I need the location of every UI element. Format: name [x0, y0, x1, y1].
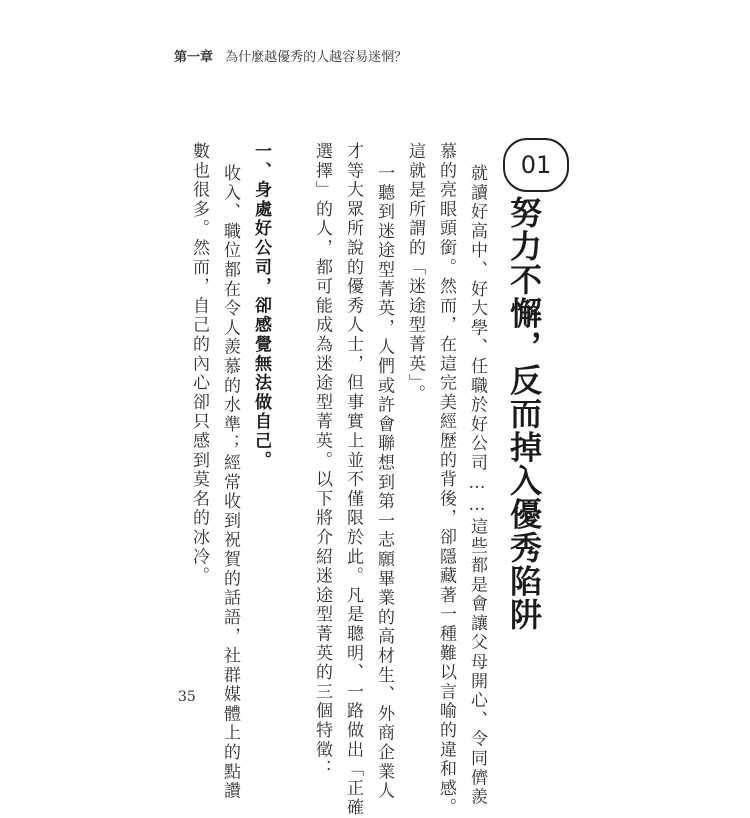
paragraph-line: 選擇」的人，都可能成為迷途型菁英。以下將介紹迷途型菁英的三個特徵： — [312, 142, 332, 779]
paragraph-line: 才等大眾所說的優秀人士，但事實上並不僅限於此。凡是聰明、一路做出「正確 — [343, 142, 363, 818]
running-header — [174, 46, 407, 65]
page-number: 35 — [178, 689, 196, 705]
paragraph-line: 慕的亮眼頭銜。然而，在這完美經歷的背後，卻隱藏著一種難以言喻的違和感。 — [436, 142, 456, 818]
subheading: 一、身處好公司，卻感覺無法做自己。 — [251, 142, 271, 471]
paragraph-line: 這就是所謂的「迷途型菁英」。 — [405, 142, 425, 404]
section-number-badge: 01 — [503, 138, 569, 192]
paragraph-line: 收入、職位都在令人羨慕的水準；經常收到祝賀的話語，社群媒體上的點讚 — [220, 164, 240, 801]
chapter-label: 第一章 — [174, 50, 214, 65]
paragraph-line: 數也很多。然而，自己的內心卻只感到莫名的冰冷。 — [189, 142, 209, 586]
section-title: 努力不懈，反而掉入優秀陷阱 — [505, 196, 543, 632]
paragraph-line: 就讀好高中、好大學、任職於好公司……這些都是會讓父母開心、令同儕羨 — [467, 164, 487, 807]
paragraph-line: 一聽到迷途型菁英，人們或許會聯想到第一志願畢業的高材生、外商企業人 — [374, 164, 394, 801]
chapter-title: 為什麼越優秀的人越容易迷惘？ — [225, 50, 408, 65]
